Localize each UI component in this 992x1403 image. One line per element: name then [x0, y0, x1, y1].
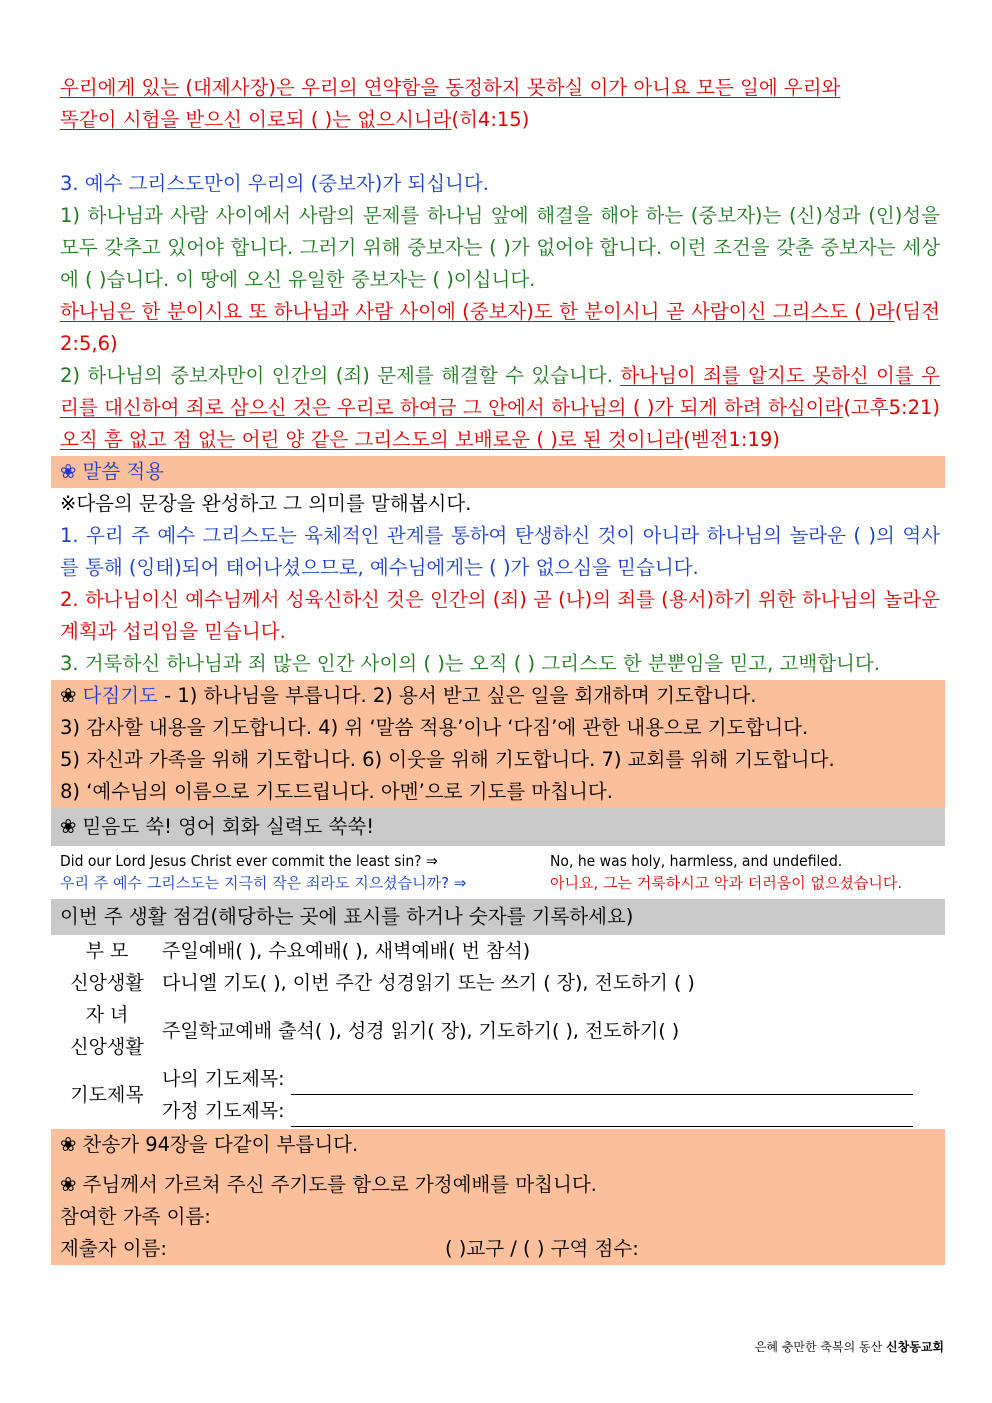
- section3-point2-text: 2) 하나님의 중보자만이 인간의 (죄) 문제를 해결할 수 있습니다.: [60, 364, 621, 387]
- child-label: [52, 999, 162, 1063]
- prayer-line-2: 3) 감사할 내용을 기도합니다. 4) 위 ‘말씀 적용’이나 ‘다짐’에 관한 내용으로 기도합니다.: [60, 716, 809, 739]
- checklist-table: [52, 935, 940, 1127]
- hymn-line: ❀ 찬송가 94장을 다같이 부릅니다.: [60, 1133, 359, 1156]
- parent-label-2: 신앙생활: [70, 972, 144, 994]
- korean-question-row: [60, 872, 940, 893]
- footer: [755, 1338, 944, 1355]
- my-prayer-field[interactable]: [291, 1072, 913, 1095]
- apply-item-1: 1. 우리 주 예수 그리스도는 육체적인 관계를 통하여 탄생하신 것이 아니라 하나님의 놀라운 ( )의 역사를 통해 (잉태)되어 태어나셨으므로, 예수님에게는 ( )가 없으심을 믿습니다.: [60, 524, 940, 579]
- closing-box: [51, 1129, 945, 1265]
- apply-item-2: 2. 하나님이신 예수님께서 성육신하신 것은 인간의 (죄) 곧 (나)의 죄를 (용서)하기 위한 하나님의 놀라운 계획과 섭리임을 믿습니다.: [60, 588, 940, 643]
- corinthians-verse: 하나님이 죄를 알지도 못하신 이를 우리를 대신하여 죄로 삼으신 것은 우리로 하여금 그 안에서 하나님의 ( )가 되게 하려 하심이라: [60, 364, 940, 419]
- parent-label-1: 부 모: [85, 940, 129, 962]
- family-prayer-label: 가정 기도제목:: [162, 1100, 285, 1122]
- prayer-line-3: 5) 자신과 가족을 위해 기도합니다. 6) 이웃을 위해 기도합니다. 7) 교회를 위해 기도합니다.: [60, 748, 835, 771]
- apply-item-3: 3. 거룩하신 하나님과 죄 많은 인간 사이의 ( )는 오직 ( ) 그리스도 한 분뿐임을 믿고, 고백합니다.: [60, 652, 880, 675]
- footer-slogan: 은혜 충만한 축복의 동산: [754, 1340, 887, 1354]
- submitter-label[interactable]: 제출자 이름:: [60, 1237, 167, 1260]
- prayer-topics-row: [52, 1063, 940, 1127]
- prayer-topics-label: 기도제목: [70, 1084, 144, 1106]
- section3-point1-text: 1) 하나님과 사람 사이에서 사람의 문제를 하나님 앞에 해결을 해야 하는 (중보자)는 (신)성과 (인)성을 모두 갖추고 있어야 합니다. 그러기 위해 중보자는 ( )가 없어야 합니다. 이런 조건을 갖춘 중보자는 세상에 ( )습니다. 이 땅에 오신 유일한 중보자는 ( )이십니다.: [60, 204, 940, 291]
- child-row: [52, 999, 940, 1063]
- timothy-ref: (딤전2:5,6): [60, 300, 940, 355]
- child-label-1: 자 녀: [85, 1004, 129, 1026]
- family-prayer-field[interactable]: [291, 1104, 913, 1127]
- peter-verse: 오직 흠 없고 점 없는 어린 양 같은 그리스도의 보배로운 ( )로 된 것이니라: [60, 428, 684, 451]
- english-answer: No, he was holy, harmless, and undefiled.: [550, 852, 843, 870]
- hebrews-verse-line1: 우리에게 있는 (대제사장)은 우리의 연약함을 동정하지 못하실 이가 아니요 모든 일에 우리와: [60, 76, 841, 99]
- parent-worship-record[interactable]: 주일예배( ), 수요예배( ), 새벽예배( 번 참석): [162, 940, 531, 962]
- peter-ref: (벧전1:19): [683, 428, 780, 451]
- apply-heading: ❀ 말씀 적용: [51, 456, 945, 488]
- korean-answer: 아니요, 그는 거룩하시고 악과 더러움이 없으셨습니다.: [550, 874, 903, 892]
- prayer-topics: [162, 1063, 913, 1127]
- child-record[interactable]: 주일학교예배 출석( ), 성경 읽기( 장), 기도하기( ), 전도하기( ): [162, 1020, 680, 1042]
- flower-icon: ❀: [60, 684, 83, 707]
- lords-prayer-line: ❀ 주님께서 가르쳐 주신 주기도를 함으로 가정예배를 마칩니다.: [60, 1173, 597, 1196]
- english-question: Did our Lord Jesus Christ ever commit the least sin? ⇒: [60, 852, 438, 870]
- prayer-line-1: - 1) 하나님을 부릅니다. 2) 용서 받고 싶은 일을 회개하며 기도합니다.: [157, 684, 757, 707]
- section3-heading: 3. 예수 그리스도만이 우리의 (중보자)가 되십니다.: [60, 172, 489, 195]
- worksheet-page: [60, 72, 940, 1265]
- checklist-heading: 이번 주 생활 점검(해당하는 곳에 표시를 하거나 숫자를 기록하세요): [51, 899, 945, 935]
- district-score[interactable]: ( )교구 / ( ) 구역 점수:: [445, 1237, 639, 1260]
- korean-question: 우리 주 예수 그리스도는 지극히 작은 죄라도 지으셨습니까? ⇒: [60, 874, 467, 892]
- timothy-verse: 하나님은 한 분이시요 또 하나님과 사람 사이에 (중보자)도 한 분이시니 곧 사람이신 그리스도 ( )라: [60, 300, 895, 323]
- child-label-2: 신앙생활: [70, 1036, 144, 1058]
- resolution-prayer-box: [51, 680, 945, 808]
- hebrews-ref: (히4:15): [451, 108, 530, 131]
- hebrews-verse: [60, 72, 940, 136]
- hebrews-verse-line2: 똑같이 시험을 받으신 이로되 ( )는 없으시니라: [60, 108, 452, 131]
- submitter-line: [60, 1233, 945, 1265]
- resolution-prayer-label: 다짐기도: [82, 684, 158, 707]
- prayer-line-4: 8) ‘예수님의 이름으로 기도드립니다. 아멘’으로 기도를 마칩니다.: [60, 780, 613, 803]
- church-name: 신창동교회: [886, 1340, 944, 1354]
- parent-row-1: [52, 935, 940, 967]
- english-heading: ❀ 믿음도 쑥! 영어 회화 실력도 쑥쑥!: [51, 808, 945, 846]
- family-names-line[interactable]: 참여한 가족 이름:: [60, 1205, 211, 1228]
- parent-devotion-record[interactable]: 다니엘 기도( ), 이번 주간 성경읽기 또는 쓰기 ( 장), 전도하기 ( ): [162, 972, 695, 994]
- apply-intro: ※다음의 문장을 완성하고 그 의미를 말해봅시다.: [60, 492, 472, 515]
- section3-point2: [60, 360, 940, 456]
- english-question-row: [60, 852, 940, 870]
- corinthians-ref: (고후5:21): [843, 396, 940, 419]
- parent-row-2: [52, 967, 940, 999]
- section3-point1: [60, 200, 940, 360]
- my-prayer-label: 나의 기도제목:: [162, 1068, 285, 1090]
